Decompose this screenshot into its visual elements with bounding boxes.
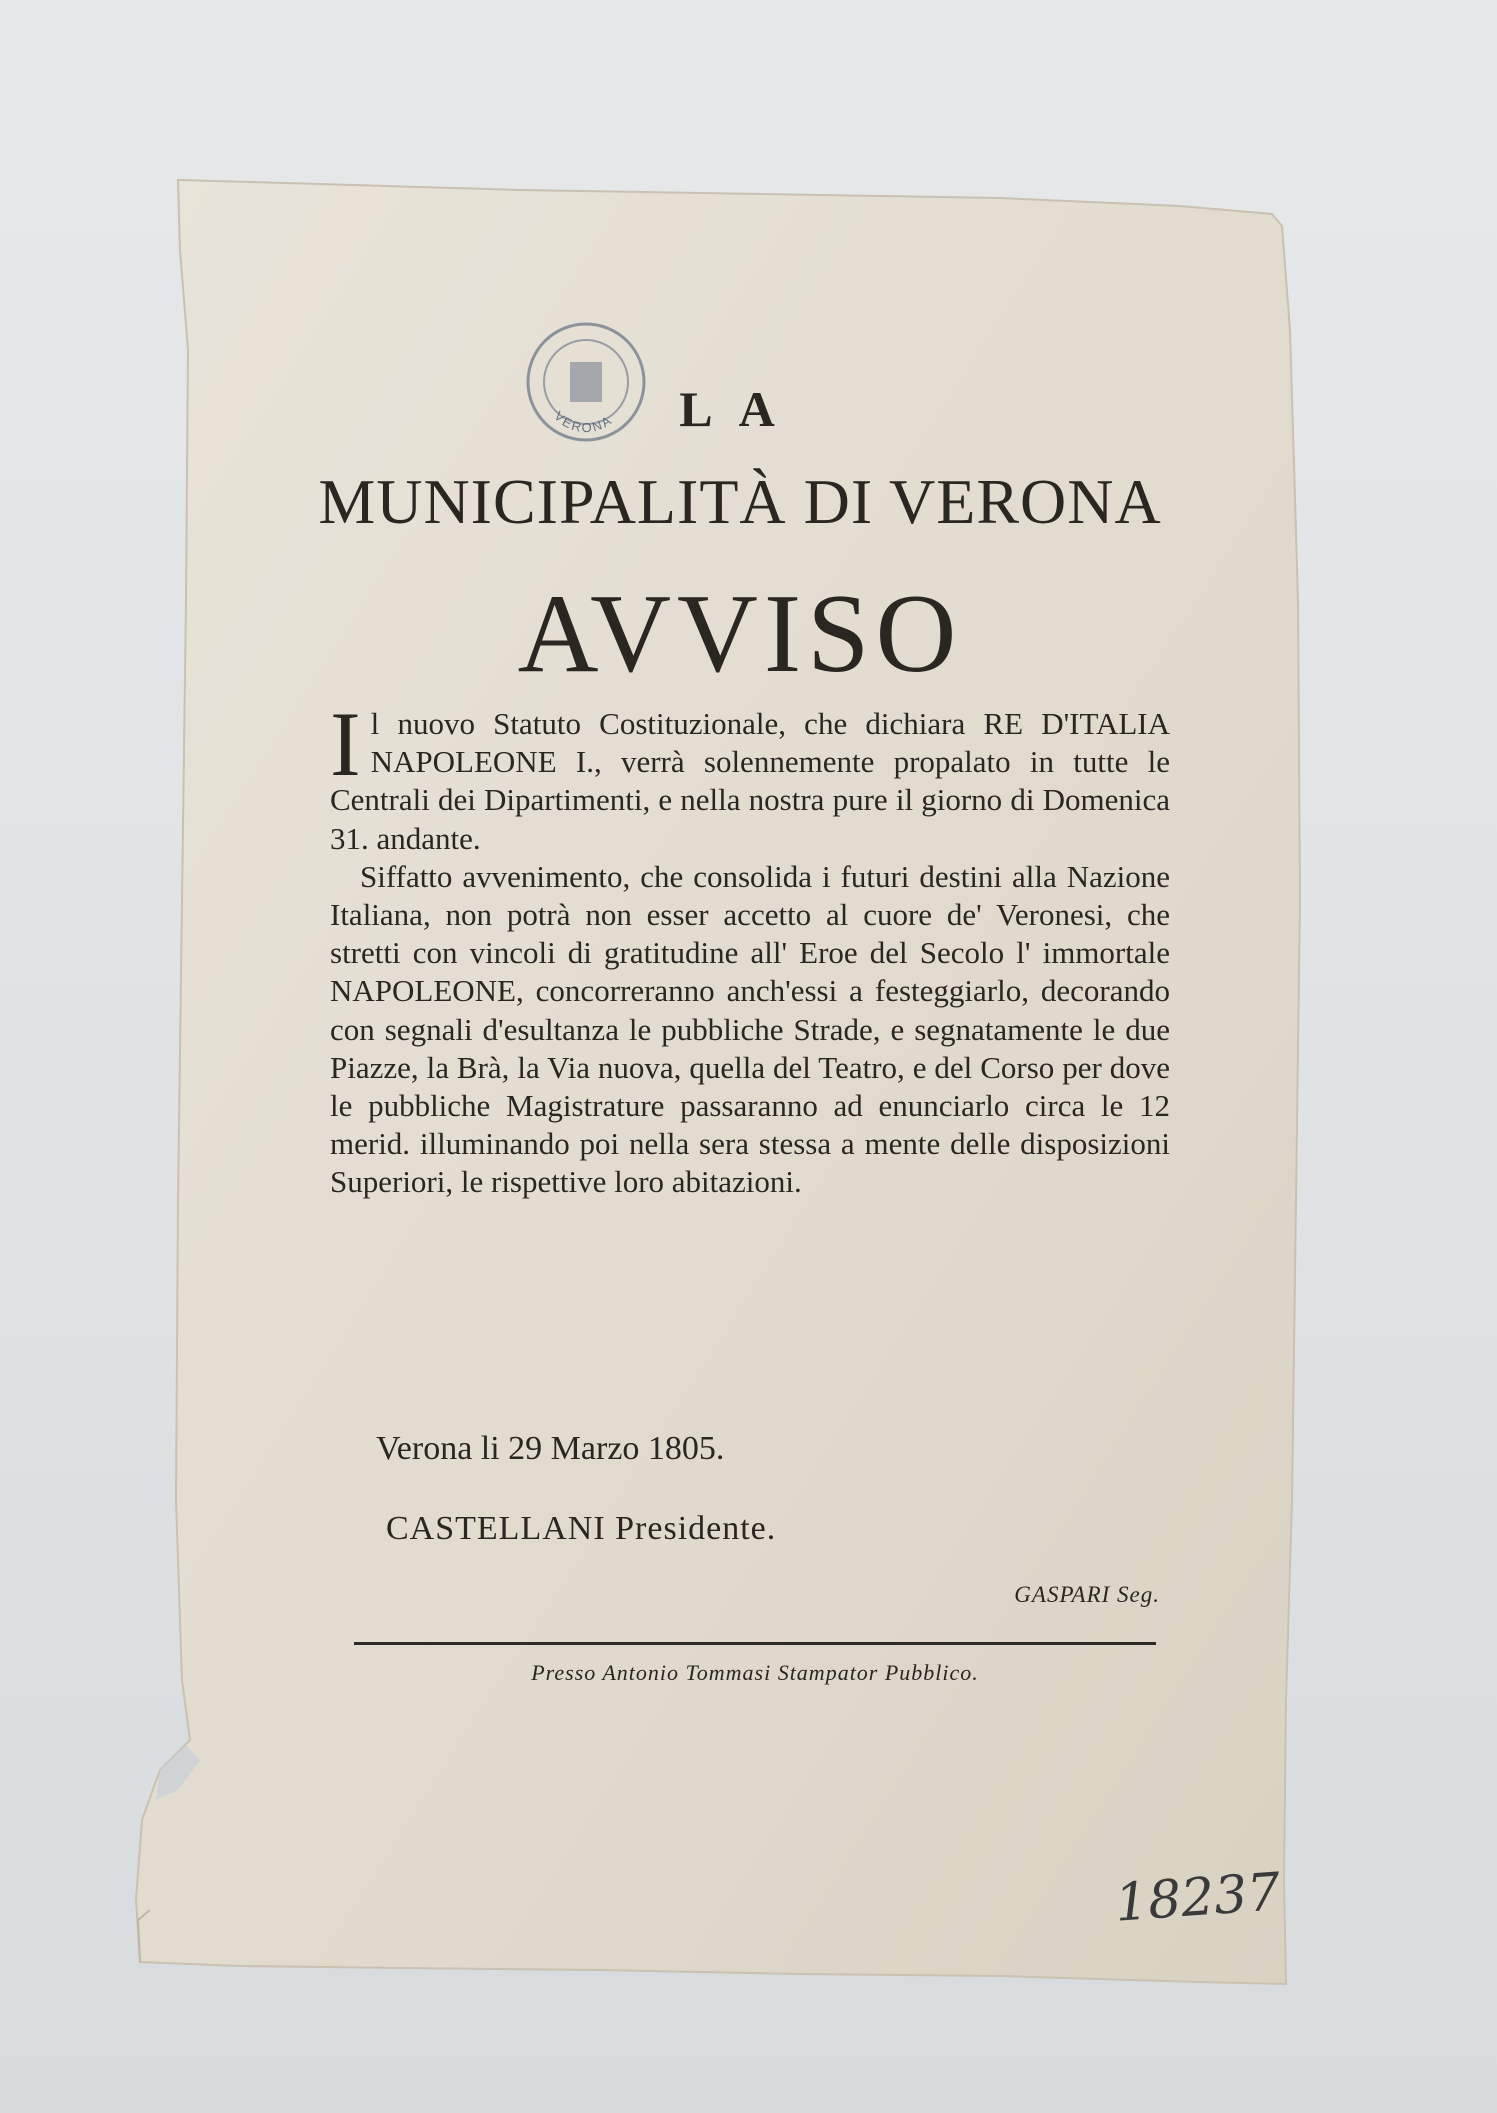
paragraph-2: Siffatto avvenimento, che consolida i futuri destini alla Nazione Italiana, non potrà non esser accetto al cuore de' Veronesi, che stretti con vincoli di gratitudine all' Eroe del Secolo l' immortale NAPOLEONE, concorreranno anch'essi a festeggiarlo, decorando con segnali d'esultanza le pubbliche Strade, e segnatamente le due Piazze, la Brà, la Via nuova, quella del Teatro, e del Corso per dove le pubbliche Magistrature passaranno ad enunciarlo circa le 12 merid. illuminando poi nella sera stessa a mente delle disposizioni Superiori, le rispettive loro abitazioni.	[330, 858, 1170, 1200]
president-signature: CASTELLANI Presidente.	[386, 1510, 777, 1547]
stamp-text: VERONA	[551, 408, 616, 436]
inventory-number: 18237	[1113, 1862, 1283, 1934]
date-line: Verona li 29 Marzo 1805.	[376, 1430, 725, 1467]
heading-la: LA	[679, 381, 801, 437]
paragraph-1: Il nuovo Statuto Costituzionale, che dichiara RE D'ITALIA NAPOLEONE I., verrà solennemente propalato in tutte le Centrali dei Dipartimenti, e nella nostra pure il giorno di Domenica 31. andante.	[330, 693, 1170, 856]
heading-notice: AVVISO	[517, 572, 963, 696]
divider-rule	[354, 1642, 1156, 1645]
notice-body	[330, 693, 1170, 1202]
printer-imprint: Presso Antonio Tommasi Stampator Pubblico.	[531, 1660, 979, 1685]
secretary-signature: GASPARI Seg.	[1014, 1582, 1160, 1607]
heading-municipality: MUNICIPALITÀ DI VERONA	[318, 466, 1162, 537]
